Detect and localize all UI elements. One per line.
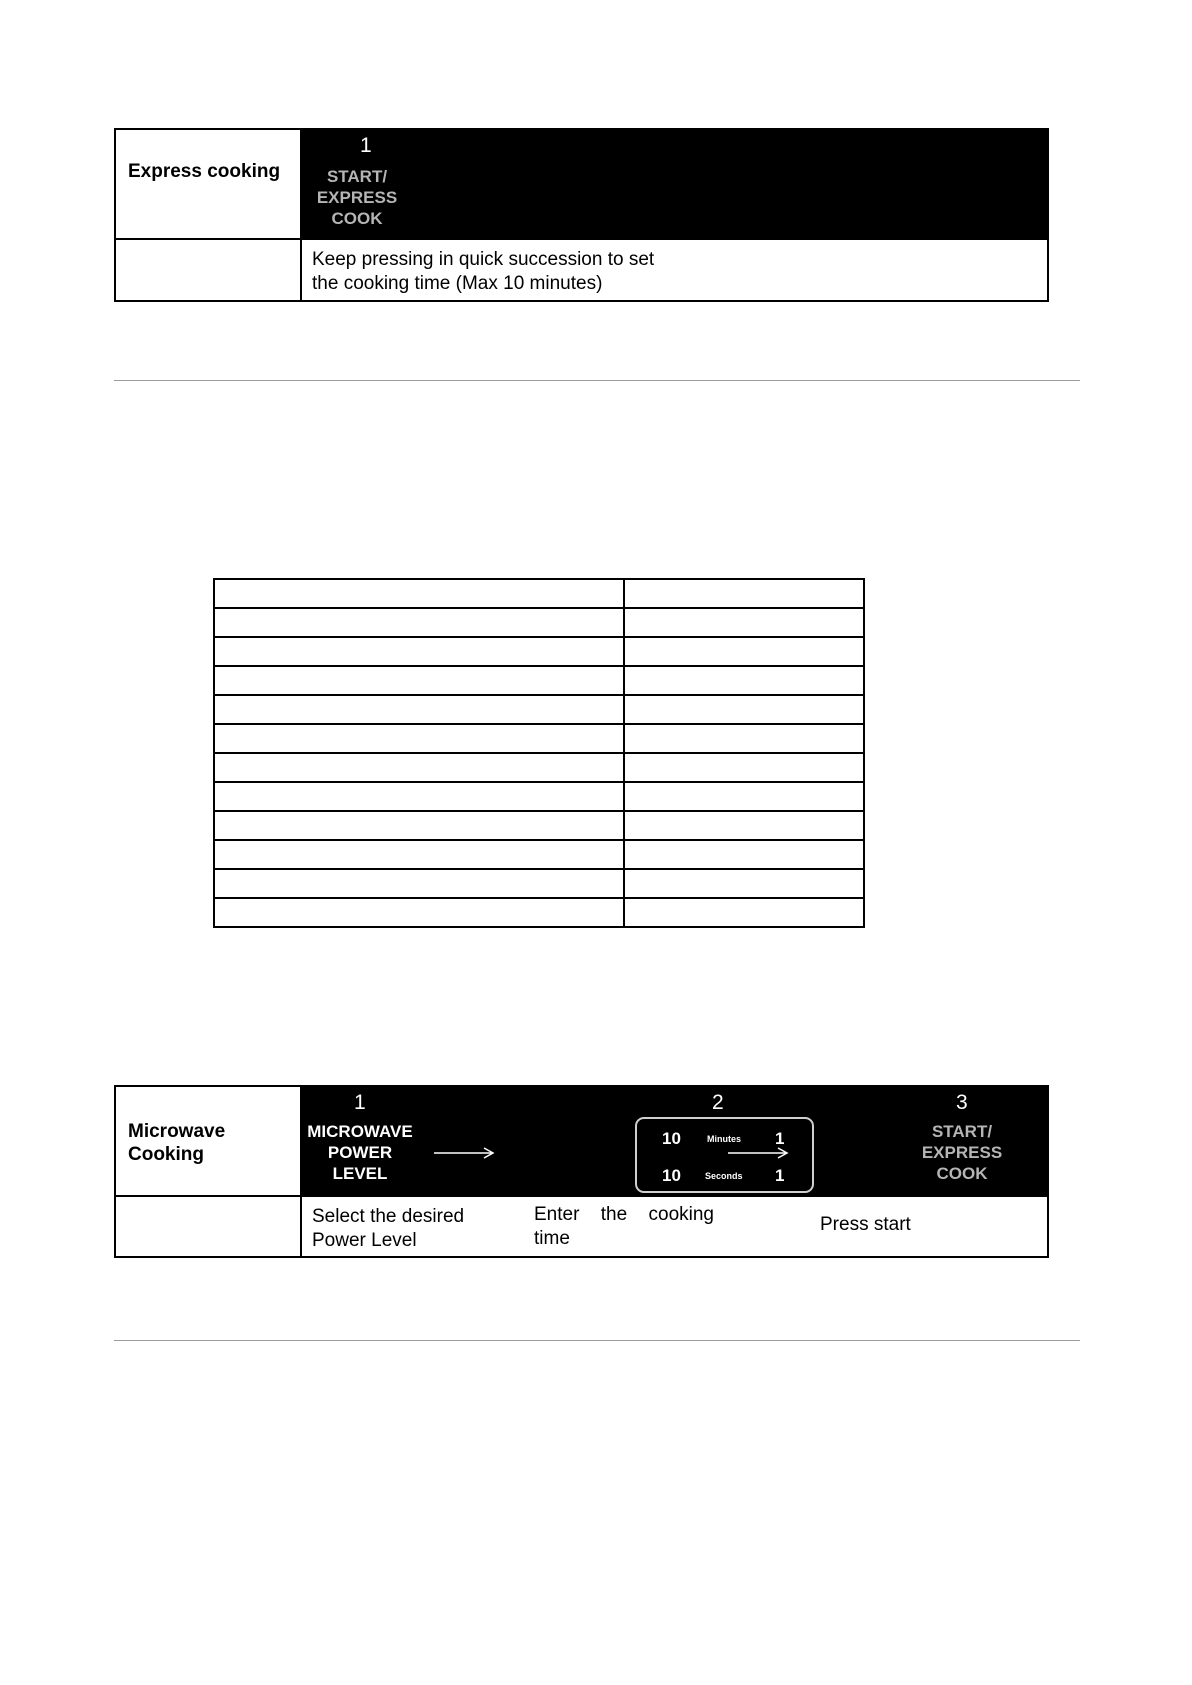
section-divider xyxy=(114,380,1080,381)
table-cell xyxy=(214,753,624,782)
seconds-tens-digit: 10 xyxy=(662,1166,681,1185)
table-row xyxy=(214,695,864,724)
microwave-power-level-key[interactable]: MICROWAVE POWER LEVEL xyxy=(307,1122,413,1183)
table-cell xyxy=(214,695,624,724)
express-empty-cell xyxy=(116,240,302,300)
table-cell xyxy=(214,782,624,811)
table-cell xyxy=(624,608,864,637)
table-cell xyxy=(214,811,624,840)
right-arrow-icon xyxy=(434,1147,496,1159)
start-express-cook-key[interactable]: START/ EXPRESS COOK xyxy=(316,167,398,228)
seconds-ones-digit: 1 xyxy=(775,1166,785,1185)
table-cell xyxy=(624,666,864,695)
table-cell xyxy=(214,579,624,608)
table-cell xyxy=(624,695,864,724)
table-cell xyxy=(214,869,624,898)
right-arrow-icon xyxy=(728,1147,790,1159)
section-divider xyxy=(114,1340,1080,1341)
express-label-cell xyxy=(116,130,302,240)
table-cell xyxy=(624,898,864,927)
table-cell xyxy=(214,637,624,666)
table-cell xyxy=(214,608,624,637)
empty-grid-table xyxy=(213,578,865,928)
table-cell xyxy=(624,753,864,782)
table-cell xyxy=(624,579,864,608)
table-cell xyxy=(624,869,864,898)
table-row xyxy=(214,724,864,753)
express-key-panel xyxy=(302,130,1047,240)
express-description-line: the cooking time (Max 10 minutes) xyxy=(312,273,603,294)
step-3-description: Press start xyxy=(820,1214,911,1235)
minutes-ones-digit: 1 xyxy=(775,1129,785,1148)
minutes-tens-digit: 10 xyxy=(662,1129,681,1148)
table-row xyxy=(214,840,864,869)
table-cell xyxy=(624,637,864,666)
microwave-label-cell xyxy=(116,1087,302,1197)
table-cell xyxy=(214,666,624,695)
table-row xyxy=(214,579,864,608)
table-cell xyxy=(624,811,864,840)
step-number: 1 xyxy=(360,134,372,157)
microwave-cooking-label: Microwave Cooking xyxy=(128,1121,226,1165)
table-row xyxy=(214,811,864,840)
seconds-label: Seconds xyxy=(705,1171,743,1181)
table-row xyxy=(214,753,864,782)
table-row xyxy=(214,637,864,666)
microwave-cooking-table xyxy=(114,1085,1049,1258)
step-1-description: Select the desired Power Level xyxy=(312,1206,465,1251)
table-cell xyxy=(624,724,864,753)
table-row xyxy=(214,666,864,695)
express-description xyxy=(312,248,872,296)
table-cell xyxy=(624,840,864,869)
express-cooking-label: Express cooking xyxy=(128,161,281,182)
table-cell xyxy=(214,840,624,869)
table-cell xyxy=(624,782,864,811)
table-row xyxy=(214,608,864,637)
table-row xyxy=(214,782,864,811)
step-number: 3 xyxy=(956,1091,968,1114)
microwave-empty-cell xyxy=(116,1197,302,1256)
step-number: 1 xyxy=(354,1091,366,1114)
table-row xyxy=(214,898,864,927)
minutes-label: Minutes xyxy=(707,1134,742,1144)
table-row xyxy=(214,869,864,898)
table-cell xyxy=(214,898,624,927)
microwave-key-panel xyxy=(302,1087,1047,1197)
table-cell xyxy=(214,724,624,753)
start-express-cook-key[interactable]: START/ EXPRESS COOK xyxy=(921,1122,1003,1183)
step-2-description: Enter the cooking time xyxy=(534,1204,714,1249)
step-number: 2 xyxy=(712,1091,724,1114)
express-description-line: Keep pressing in quick succession to set xyxy=(312,249,655,270)
express-cooking-table xyxy=(114,128,1049,302)
